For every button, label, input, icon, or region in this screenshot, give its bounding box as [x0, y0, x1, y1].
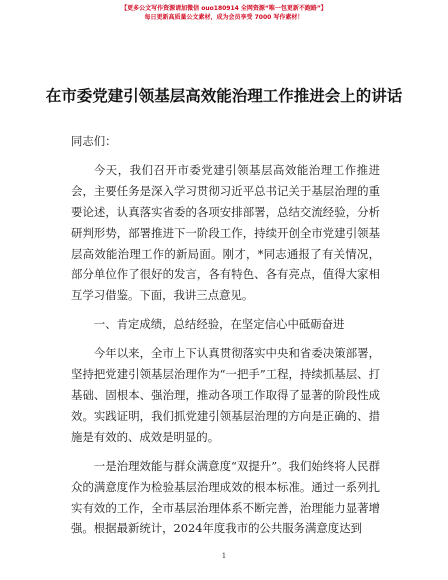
- document-title: 在市委党建引领基层高效能治理工作推进会上的讲话: [45, 87, 403, 105]
- paragraph: 今天，我们召开市委党建引领基层高效能治理工作推进会，主要任务是深入学习贯彻习近平总书记关于基层治理的重要论述，认真落实省委的各项安排部署，总结交流经验，分析研判形势，部署推进下一阶段工作，持续开创全市党建引领基层高效能治理工作的新局面。刚才，*同志通报了有关情况，部分单位作了很好的发言，各有特色、各有亮点，值得大家相互学习借鉴。下面，我讲三点意见。: [71, 162, 380, 303]
- salutation: 同志们：: [71, 134, 117, 148]
- banner-line-1: 【更多公文写作资源请加微信 ouo180914 全网资源“唯一包更新不跑路”】: [121, 5, 327, 12]
- document-body: [71, 131, 380, 539]
- section-heading: 一、肯定成绩，总结经验，在坚定信心中砥砺奋进: [93, 317, 345, 332]
- paragraph: 一是治理效能与群众满意度“双提升”。我们始终将人民群众的满意度作为检验基层治理成效的根本标准。通过一系列扎实有效的工作，全市基层治理体系不断完善，治理能力显著增强。根据最新统计，2024年度我市的公共服务满意度达到: [71, 458, 380, 536]
- banner-line-2: 每日更新高质量公文素材，成为会员享受 7000 写作素材！: [144, 14, 304, 21]
- header-banner: [0, 4, 448, 22]
- paragraph: 今年以来，全市上下认真贯彻落实中央和省委决策部署，坚持把党建引领基层治理作为“一把手”工程，持续抓基层、打基础、固根本、强治理，推动各项工作取得了显著的阶段性成效。实践证明，我们抓党建引领基层治理的方向是正确的、措施是有效的、成效是明显的。: [71, 346, 380, 444]
- page-number: 1: [221, 552, 227, 560]
